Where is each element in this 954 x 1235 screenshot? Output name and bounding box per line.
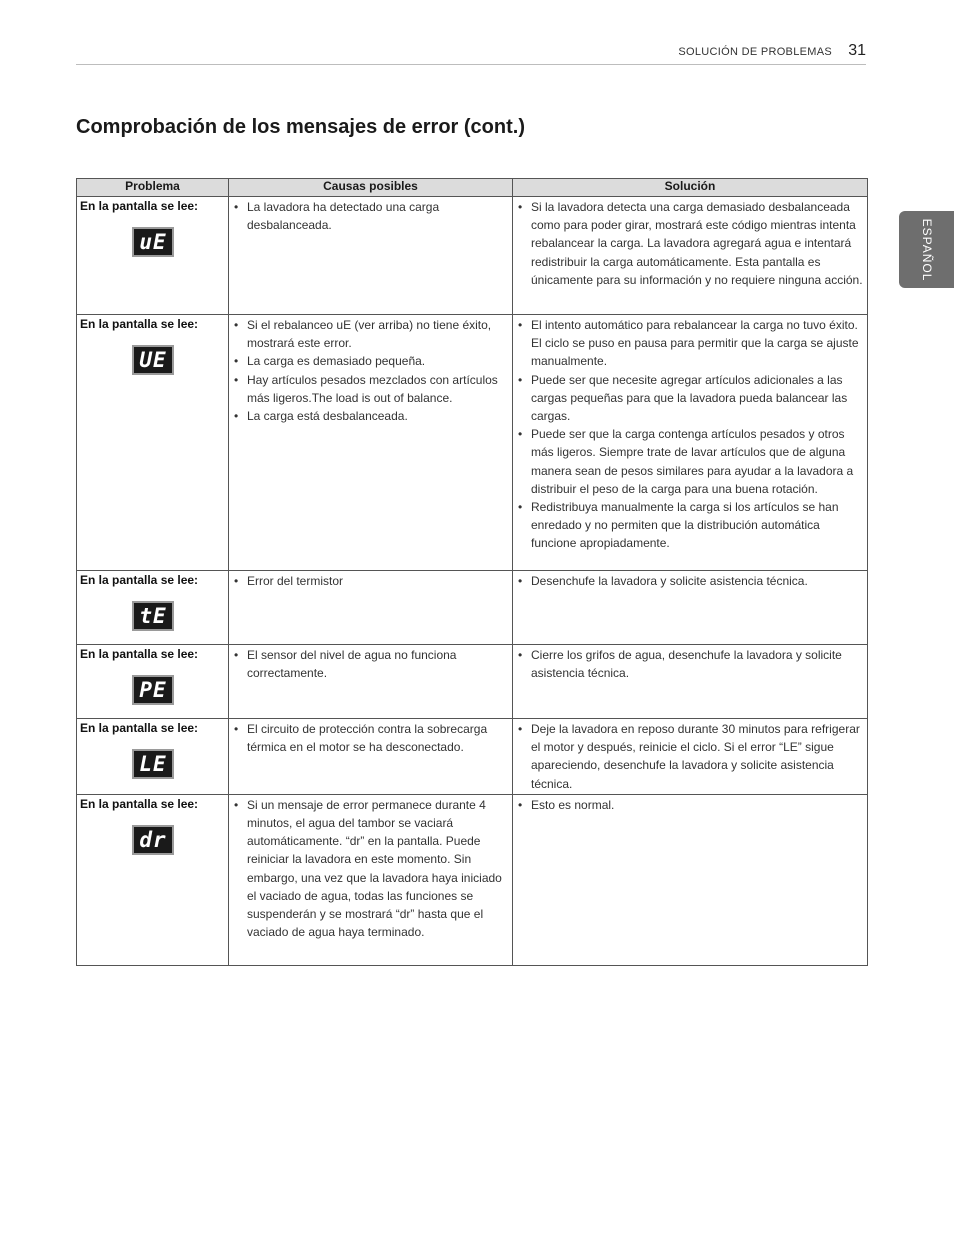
solution-cell bbox=[513, 645, 868, 719]
causes-cell bbox=[229, 571, 513, 645]
error-code-display: UE bbox=[132, 345, 174, 375]
solution-item: • Redistribuya manualmente la carga si los artículos se han enredado y no permiten que la distribución automática funcione apropiadamente. bbox=[518, 498, 864, 553]
causes-cell-list bbox=[230, 198, 511, 234]
language-tab bbox=[899, 211, 954, 288]
causes-cell bbox=[229, 794, 513, 965]
display-reads-label: En la pantalla se lee: bbox=[80, 199, 199, 213]
solution-item: • Puede ser que necesite agregar artículos adicionales a las cargas pequeñas para que la lavadora pueda balancear las cargas. bbox=[518, 371, 864, 426]
error-code-display: dr bbox=[132, 825, 174, 855]
column-header-causes: Causas posibles bbox=[229, 179, 513, 197]
solution-cell-list bbox=[514, 572, 866, 590]
problem-cell bbox=[77, 645, 229, 719]
error-code-display: LE bbox=[132, 749, 174, 779]
table-row bbox=[77, 794, 868, 965]
cause-item: • Si el rebalanceo uE (ver arriba) no tiene éxito, mostrará este error. bbox=[234, 316, 509, 352]
display-reads-label: En la pantalla se lee: bbox=[80, 796, 199, 811]
table-row bbox=[77, 645, 868, 719]
error-code-display: PE bbox=[132, 675, 174, 705]
table-row bbox=[77, 197, 868, 315]
language-tab-label: ESPAÑOL bbox=[919, 218, 934, 281]
problem-cell bbox=[77, 197, 229, 315]
page-header bbox=[76, 42, 866, 65]
causes-cell-list bbox=[230, 572, 511, 590]
problem-cell bbox=[77, 719, 229, 795]
solution-cell-list bbox=[514, 646, 866, 682]
problem-cell bbox=[77, 315, 229, 571]
problem-cell bbox=[77, 794, 229, 965]
solution-item: • Esto es normal. bbox=[518, 796, 864, 814]
cause-item: • La carga es demasiado pequeña. bbox=[234, 352, 509, 370]
error-code-display: tE bbox=[132, 601, 174, 631]
cause-item: • El sensor del nivel de agua no funciona correctamente. bbox=[234, 646, 509, 682]
causes-cell bbox=[229, 719, 513, 795]
table-header-row bbox=[77, 179, 868, 197]
causes-cell-list bbox=[230, 316, 511, 425]
cause-item: • Hay artículos pesados mezclados con artículos más ligeros.The load is out of balance. bbox=[234, 371, 509, 407]
cause-item: • El circuito de protección contra la sobrecarga térmica en el motor se ha desconectado. bbox=[234, 720, 509, 756]
solution-cell bbox=[513, 315, 868, 571]
error-code-display: uE bbox=[132, 227, 174, 257]
solution-cell-list bbox=[514, 198, 866, 289]
page-title: Comprobación de los mensajes de error (cont.) bbox=[76, 116, 525, 138]
error-table bbox=[76, 178, 868, 966]
solution-cell-list bbox=[514, 720, 866, 793]
display-reads-label: En la pantalla se lee: bbox=[80, 317, 199, 331]
solution-item: • Si la lavadora detecta una carga demasiado desbalanceada como para poder girar, mostrará este código mientras intenta rebalancear la carga. La lavadora agregará agua e intentará redistribuir la carga automáticamente. Esta pantalla es únicamente para su información y no requiere ninguna acción. bbox=[518, 198, 864, 289]
causes-cell bbox=[229, 315, 513, 571]
display-reads-label: En la pantalla se lee: bbox=[80, 647, 199, 661]
page-number: 31 bbox=[848, 42, 866, 59]
solution-cell bbox=[513, 719, 868, 795]
cause-item: • Error del termistor bbox=[234, 572, 509, 590]
causes-cell bbox=[229, 645, 513, 719]
section-title: SOLUCIÓN DE PROBLEMAS bbox=[678, 46, 832, 58]
table-row bbox=[77, 719, 868, 795]
cause-item: • La carga está desbalanceada. bbox=[234, 407, 509, 425]
display-reads-label: En la pantalla se lee: bbox=[80, 573, 199, 587]
solution-cell bbox=[513, 794, 868, 965]
causes-cell bbox=[229, 197, 513, 315]
solution-item: • Deje la lavadora en reposo durante 30 minutos para refrigerar el motor y después, reinicie el ciclo. Si el error “LE” sigue apareciendo, desenchufe la lavadora y solicite asistencia técnica. bbox=[518, 720, 864, 793]
table-row bbox=[77, 315, 868, 571]
cause-item: • La lavadora ha detectado una carga desbalanceada. bbox=[234, 198, 509, 234]
table-row bbox=[77, 571, 868, 645]
solution-item: • Puede ser que la carga contenga artículos pesados y otros más ligeros. Siempre trate de lavar artículos que de alguna manera sean de pesos similares para ayudar a la lavadora a distribuir el peso de la carga para una buena rotación. bbox=[518, 425, 864, 498]
solution-cell-list bbox=[514, 316, 866, 553]
solution-cell bbox=[513, 571, 868, 645]
solution-cell-list bbox=[514, 796, 866, 814]
causes-cell-list bbox=[230, 646, 511, 682]
solution-item: • El intento automático para rebalancear la carga no tuvo éxito. El ciclo se puso en pausa para permitir que la carga se ajuste manualmente. bbox=[518, 316, 864, 371]
column-header-problem: Problema bbox=[77, 179, 229, 197]
solution-item: • Desenchufe la lavadora y solicite asistencia técnica. bbox=[518, 572, 864, 590]
solution-item: • Cierre los grifos de agua, desenchufe la lavadora y solicite asistencia técnica. bbox=[518, 646, 864, 682]
causes-cell-list bbox=[230, 720, 511, 756]
causes-cell-list bbox=[230, 796, 511, 942]
problem-cell bbox=[77, 571, 229, 645]
solution-cell bbox=[513, 197, 868, 315]
cause-item: • Si un mensaje de error permanece durante 4 minutos, el agua del tambor se vaciará automáticamente. “dr” en la pantalla. Puede reiniciar la lavadora en este momento. Sin embargo, una vez que la lavadora haya iniciado el vaciado de agua, todas las funciones se suspenderán y se mostrará “dr” hasta que el vaciado de agua haya terminado. bbox=[234, 796, 509, 942]
display-reads-label: En la pantalla se lee: bbox=[80, 721, 199, 735]
column-header-solution: Solución bbox=[513, 179, 868, 197]
